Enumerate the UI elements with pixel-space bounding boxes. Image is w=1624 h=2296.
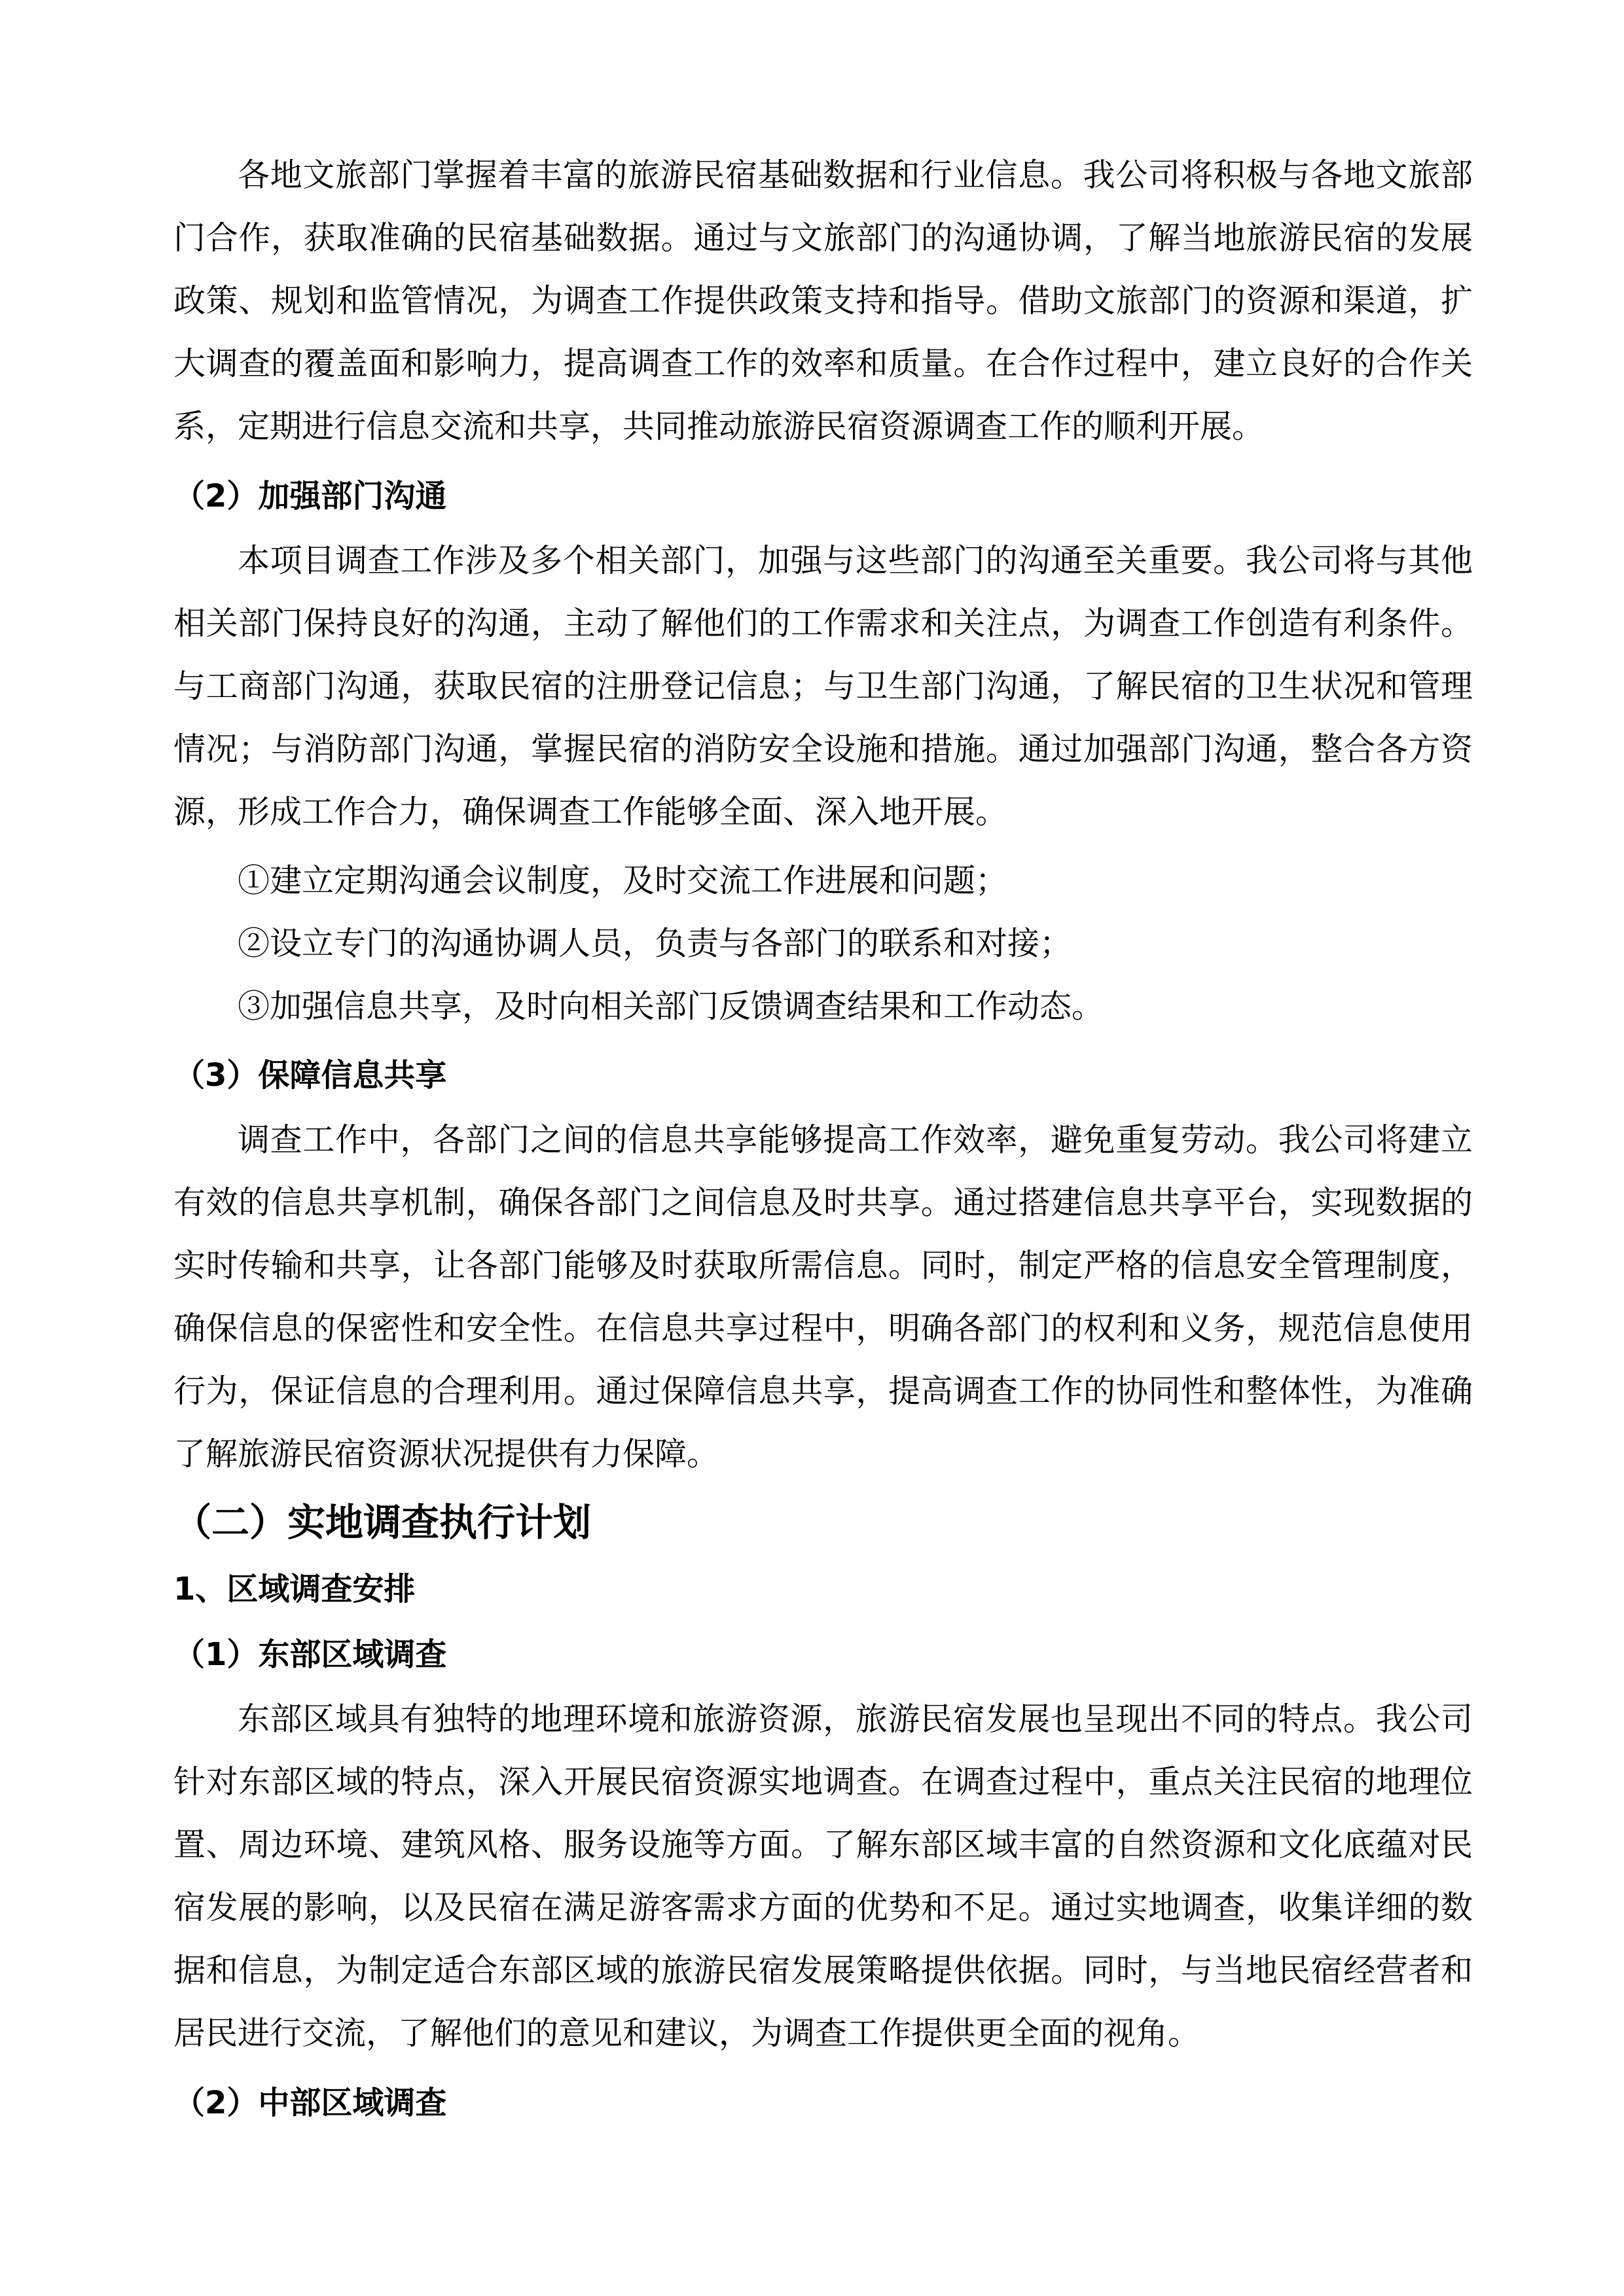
text-line: 居民进行交流，了解他们的意见和建议，为调查工作提供更全面的视角。 [173,2015,1200,2052]
text-line: 相关部门保持良好的沟通，主动了解他们的工作需求和关注点，为调查工作创造有利条件。 [173,605,1473,642]
paragraph-communication [173,529,1473,844]
text-line: 系，定期进行信息交流和共享，共同推动旅游民宿资源调查工作的顺利开展。 [173,408,1265,445]
heading-strengthen-communication: （2）加强部门沟通 [173,478,447,514]
section-heading-field-survey: （二）实地调查执行计划 [173,1500,592,1545]
heading-central-region: （2）中部区域调查 [173,2085,447,2121]
numbered-list [173,850,1473,1038]
text-line: 据和信息，为制定适合东部区域的旅游民宿发展策略提供依据。同时，与当地民宿经营者和 [173,1952,1473,1989]
document-page [173,144,1473,2134]
paragraph-information-sharing [173,1109,1473,1486]
text-line: 各地文旅部门掌握着丰富的旅游民宿基础数据和行业信息。我公司将积极与各地文旅部 [238,156,1473,194]
list-item: ②设立专门的沟通协调人员，负责与各部门的联系和对接； [238,925,1072,962]
text-line: 实时传输和共享，让各部门能够及时获取所需信息。同时，制定严格的信息安全管理制度， [173,1247,1473,1284]
paragraph-culture-tourism [173,144,1473,458]
text-line: 调查工作中，各部门之间的信息共享能够提高工作效率，避免重复劳动。我公司将建立 [238,1121,1473,1158]
text-line: 确保信息的保密性和安全性。在信息共享过程中，明确各部门的权利和义务，规范信息使用 [173,1310,1473,1347]
list-item: ③加强信息共享，及时向相关部门反馈调查结果和工作动态。 [238,988,1104,1025]
text-line: 源，形成工作合力，确保调查工作能够全面、深入地开展。 [173,793,1008,831]
heading-information-sharing: （3）保障信息共享 [173,1057,447,1094]
text-line: 情况；与消防部门沟通，掌握民宿的消防安全设施和措施。通过加强部门沟通，整合各方资 [173,730,1473,768]
heading-east-region: （1）东部区域调查 [173,1636,447,1673]
text-line: 行为，保证信息的合理利用。通过保障信息共享，提高调查工作的协同性和整体性，为准确 [173,1372,1473,1410]
subheading-regional-arrangement: 1、区域调查安排 [173,1571,416,1607]
text-line: 大调查的覆盖面和影响力，提高调查工作的效率和质量。在合作过程中，建立良好的合作关 [173,345,1473,382]
text-line: 宿发展的影响，以及民宿在满足游客需求方面的优势和不足。通过实地调查，收集详细的数 [173,1889,1473,1926]
text-line: 置、周边环境、建筑风格、服务设施等方面。了解东部区域丰富的自然资源和文化底蕴对民 [173,1826,1473,1863]
text-line: 门合作，获取准确的民宿基础数据。通过与文旅部门的沟通协调，了解当地旅游民宿的发展 [173,219,1473,257]
text-line: 本项目调查工作涉及多个相关部门，加强与这些部门的沟通至关重要。我公司将与其他 [238,542,1473,579]
text-line: 与工商部门沟通，获取民宿的注册登记信息；与卫生部门沟通，了解民宿的卫生状况和管理 [173,668,1473,705]
text-line: 针对东部区域的特点，深入开展民宿资源实地调查。在调查过程中，重点关注民宿的地理位 [173,1763,1473,1801]
text-line: 了解旅游民宿资源状况提供有力保障。 [173,1435,719,1473]
text-line: 有效的信息共享机制，确保各部门之间信息及时共享。通过搭建信息共享平台，实现数据的 [173,1184,1473,1221]
text-line: 政策、规划和监管情况，为调查工作提供政策支持和指导。借助文旅部门的资源和渠道，扩 [173,282,1473,319]
paragraph-east-region [173,1688,1473,2065]
text-line: 东部区域具有独特的地理环境和旅游资源，旅游民宿发展也呈现出不同的特点。我公司 [238,1700,1473,1738]
list-item: ①建立定期沟通会议制度，及时交流工作进展和问题； [238,862,1008,899]
